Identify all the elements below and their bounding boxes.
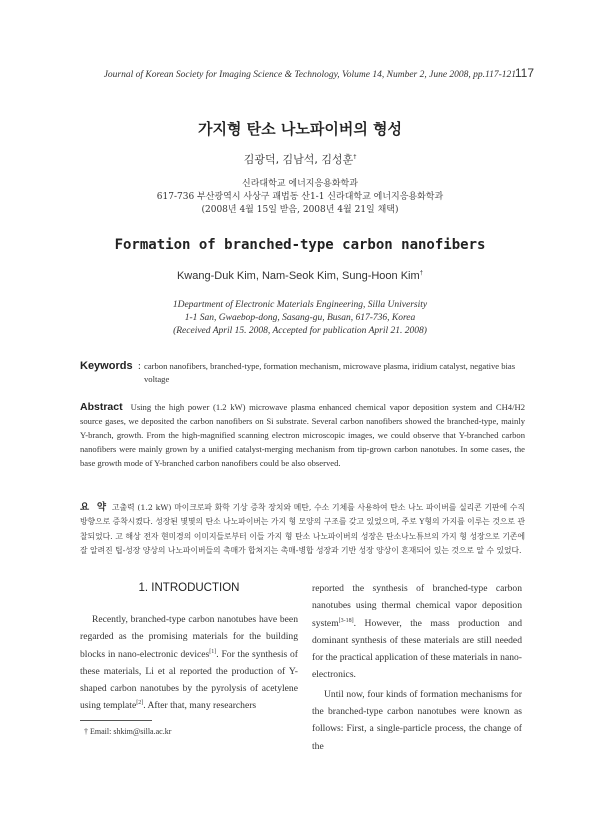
korean-summary-label: 요 약 — [80, 502, 106, 513]
english-affiliation — [0, 299, 600, 338]
page-number: 117 — [514, 66, 534, 80]
section-heading-introduction: 1. INTRODUCTION — [138, 582, 240, 594]
footnote-divider — [80, 720, 152, 721]
abstract-text: Using the high power (1.2 kW) microwave plasma enhanced chemical vapor deposition system and CH4/H2 source gases, we deposited the carbon nanofibers on Si substrate. Several carbon nanofibers showed the branched-type, mainly Y-branch, growth. From the high-magnified scanning electron microscopic images, we could observe that Y-branched carbon nanofibers were mainly grown by a unified catalyst-merging mechanism from tip-grown carbon nanotubes. In some cases, the base growth mode of Y-branched carbon nanofibers could be also observed. — [80, 402, 525, 468]
intro-text: . However, the mass production and dominant synthesis of these materials are still needed for the practical application of these materials in nano-electronics. — [312, 617, 522, 681]
citation-3-18[interactable]: [3-18] — [338, 617, 354, 624]
korean-affiliation-dept: 신라대학교 에너지응용화학과 — [242, 179, 358, 189]
right-column — [312, 580, 522, 755]
footnote — [84, 727, 294, 736]
left-column — [80, 580, 298, 715]
english-affiliation-dept: 1Department of Electronic Materials Engineering, Silla University — [172, 300, 428, 310]
running-header: Journal of Korean Society for Imaging Science & Technology, Volume 14, Number 2, June 2008, pp.117-121 — [103, 70, 516, 80]
intro-paragraph-2: Until now, four kinds of formation mechanisms for the branched-type carbon nanotubes were known as follows: First, a single-particle process, the change of the — [312, 688, 522, 752]
corresponding-dagger: † — [353, 153, 357, 161]
footnote-email[interactable]: Email: shkim@silla.ac.kr — [90, 727, 172, 736]
intro-text: . After that, many researchers — [143, 700, 257, 712]
korean-affiliation — [0, 178, 600, 217]
english-authors — [0, 270, 600, 282]
korean-authors — [0, 151, 600, 167]
english-affiliation-address: 1-1 San, Gwaebop-dong, Sasang-gu, Busan, 617-736, Korea — [184, 313, 416, 323]
keywords-colon: : — [138, 361, 141, 372]
keywords-text: carbon nanofibers, branched-type, formation mechanism, microwave plasma, iridium catalyst, negative bias voltage — [144, 361, 516, 384]
footnote-dagger: † — [84, 727, 88, 736]
keywords-label: Keywords — [80, 360, 133, 372]
citation-1[interactable]: [1] — [209, 648, 217, 655]
korean-summary-block — [80, 501, 525, 559]
intro-paragraph-1-continued — [312, 580, 522, 684]
english-author-names: Kwang-Duk Kim, Nam-Seok Kim, Sung-Hoon Kim — [176, 270, 420, 282]
korean-summary-text: 고출력 (1.2 kW) 마이크로파 화학 기상 증착 장치와 메탄, 수소 기체를 사용하여 탄소 나노 파이버를 실리콘 기판에 수직방향으로 증착시켰다. 성장된 몇몇의 탄소 나노파이버는 가지 형 모양의 구조를 갖고 있었으며, 주로 Y형의 가지를 이루는 것으로 관찰되었다. 고 해상 전자 현미경의 이미지들로부터 이들 가지 형 탄소 나노파이버의 성장은 탄소나노튜브의 가지 형 성장으로 기존에 잘 알려진 팁-성장 양상의 나노파이버들의 촉매가 합쳐지는 촉매-병합 성장과 기반 성장 양상이 혼재되어 있는 것으로 알 수 있었다. — [80, 503, 525, 556]
korean-affiliation-address: 617-736 부산광역시 사상구 괘법동 산1-1 신라대학교 에너지응용화학과 — [156, 192, 444, 202]
korean-received-dates: (2008년 4월 15일 받음, 2008년 4월 21일 채택) — [201, 205, 399, 215]
abstract-label: Abstract — [80, 401, 123, 413]
english-received-dates: (Received April 15. 2008, Accepted for publication April 21. 2008) — [173, 326, 427, 336]
abstract-block — [80, 401, 525, 471]
intro-text: reported the synthesis of branched-type carbon nanotubes using thermal chemical vapor deposition system — [312, 583, 522, 629]
korean-author-names: 김광덕, 김남석, 김성훈 — [243, 153, 354, 166]
korean-title: 가지형 탄소 나노파이버의 형성 — [197, 120, 403, 138]
english-title: Formation of branched-type carbon nanofibers — [114, 237, 486, 253]
intro-text: . For the synthesis of these materials, Li et al reported the production of Y-shaped carbon nanotubes by the pyrolysis of acetylene using template — [80, 648, 298, 712]
intro-paragraph-1 — [80, 611, 298, 715]
citation-2[interactable]: [2] — [136, 700, 144, 707]
corresponding-dagger-en: † — [419, 270, 424, 277]
keywords-block — [80, 360, 525, 386]
intro-text: Recently, branched-type carbon nanotubes have been regarded as the promising materials for the building blocks in nano-electronic devices — [80, 614, 298, 660]
